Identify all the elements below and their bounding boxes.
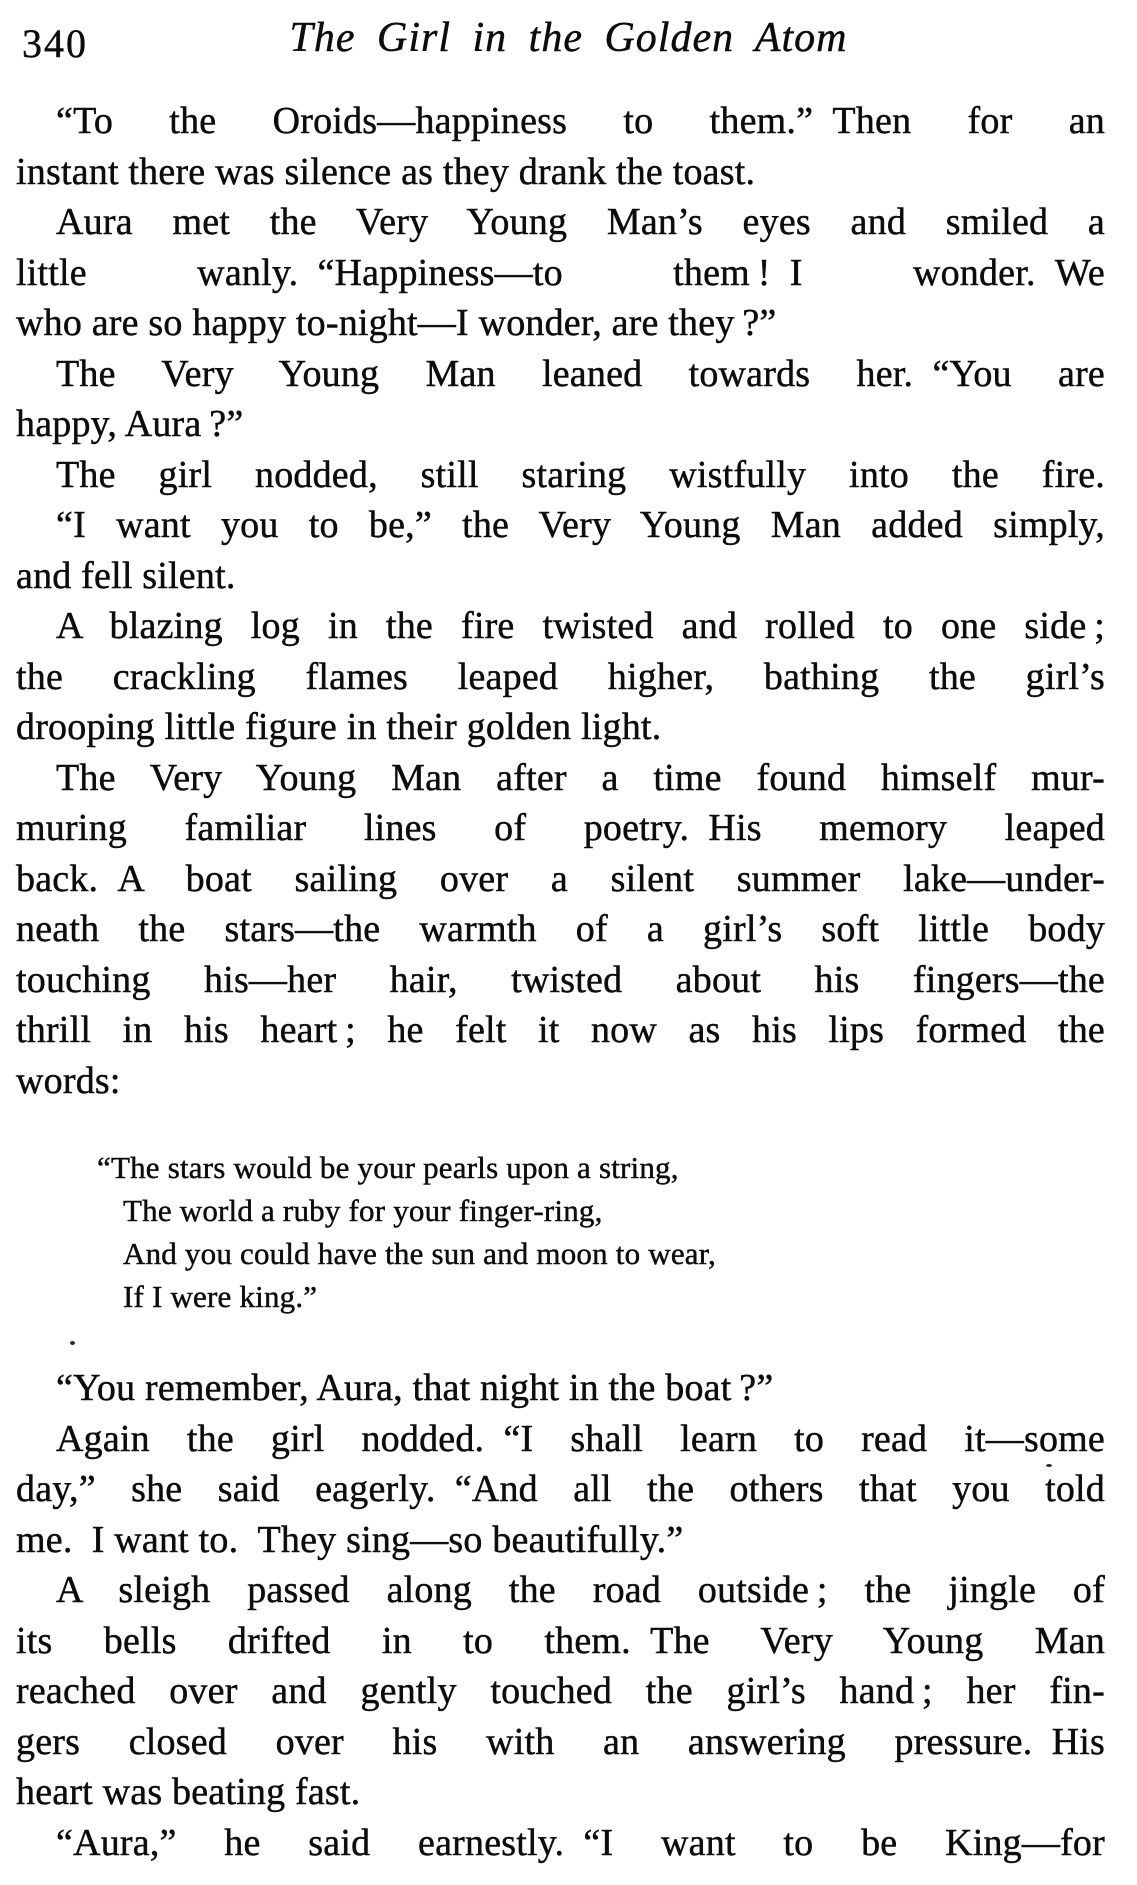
text-line: Again the girl nodded. “I shall learn to read it—some — [56, 1417, 1105, 1460]
text-line: If I were king.” — [123, 1279, 318, 1314]
text-line: the crackling flames leaped higher, bathing the girl’s — [16, 655, 1105, 698]
text-line: back. A boat sailing over a silent summer lake—under- — [16, 857, 1105, 900]
text-line: “You remember, Aura, that night in the boat ?” — [56, 1367, 774, 1409]
text-line: “I want you to be,” the Very Young Man added simply, — [56, 504, 1105, 546]
text-line: The world a ruby for your finger-ring, — [123, 1193, 603, 1228]
text-line: me. I want to. They sing—so beautifully.” — [16, 1518, 684, 1561]
text-line: A blazing log in the fire twisted and rolled to one side ; — [56, 605, 1105, 647]
text-line: And you could have the sun and moon to wear, — [123, 1236, 716, 1271]
ink-speck — [70, 1341, 75, 1345]
text-line: and fell silent. — [16, 554, 236, 597]
text-line: day,” she said eagerly. “And all the others that you told — [16, 1468, 1105, 1510]
poem-block — [97, 1146, 1077, 1318]
text-line: drooping little figure in their golden light. — [16, 706, 662, 748]
text-line: “The stars would be your pearls upon a string, — [97, 1150, 679, 1185]
text-line: instant there was silence as they drank the toast. — [16, 150, 756, 193]
text-line: little wanly. “Happiness—to them ! I wonder. We — [16, 251, 1105, 294]
ink-speck — [1046, 1464, 1052, 1467]
page-number: 340 — [22, 21, 88, 66]
text-line: “To the Oroids—happiness to them.” Then for an — [56, 100, 1105, 142]
text-line: muring familiar lines of poetry. His memory leaped — [16, 807, 1105, 849]
text-line: thrill in his heart ; he felt it now as his lips formed the — [16, 1009, 1105, 1051]
text-line: neath the stars—the warmth of a girl’s soft little body — [16, 908, 1105, 950]
text-line: heart was beating fast. — [16, 1771, 361, 1813]
running-title: The Girl in the Golden Atom — [289, 15, 848, 61]
text-line: A sleigh passed along the road outside ; the jingle of — [56, 1569, 1105, 1611]
text-line: The Very Young Man leaned towards her. “You are — [56, 352, 1105, 395]
text-line: touching his—her hair, twisted about his fingers—the — [16, 958, 1105, 1001]
text-line: Aura met the Very Young Man’s eyes and smiled a — [56, 201, 1105, 243]
text-line: “Aura,” he said earnestly. “I want to be King—for — [56, 1821, 1105, 1864]
paragraphs-before-poem — [16, 96, 1105, 1106]
text-line: reached over and gently touched the girl’s hand ; her fin- — [16, 1670, 1105, 1712]
text-line: happy, Aura ?” — [16, 403, 244, 445]
text-line: its bells drifted in to them. The Very Young Man — [16, 1619, 1105, 1662]
paragraphs-after-poem — [16, 1363, 1105, 1868]
page-header — [0, 12, 1137, 84]
text-line: The Very Young Man after a time found himself mur- — [56, 756, 1105, 799]
text-line: words: — [16, 1059, 121, 1102]
text-line: who are so happy to-night—I wonder, are they ?” — [16, 302, 777, 344]
text-line: gers closed over his with an answering pressure. His — [16, 1720, 1105, 1763]
text-line: The girl nodded, still staring wistfully into the fire. — [56, 453, 1105, 496]
